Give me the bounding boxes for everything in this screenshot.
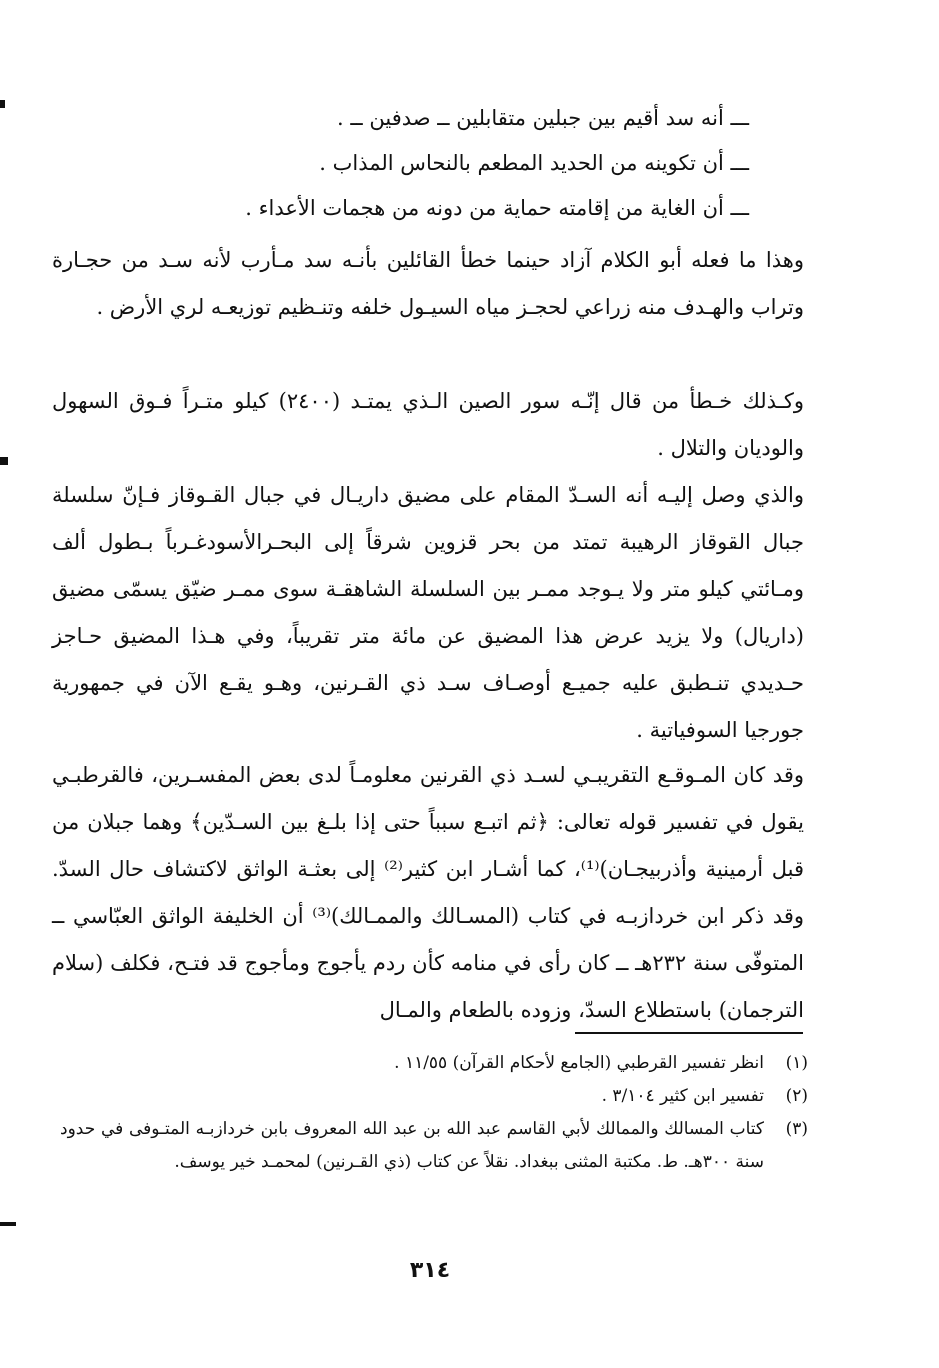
footnote-divider bbox=[575, 1032, 803, 1034]
footnote-1 bbox=[60, 1047, 808, 1080]
paragraph-2: وكـذلك خـطأ من قال إنّـه سور الصين الـذي يمتـد (٢٤٠٠) كيلو متـراً فـوق السهول والوديان والتلال . bbox=[52, 389, 804, 460]
footnote-text: انظر تفسير القرطبي (الجامع لأحكام القرآن) ١١/٥٥ . bbox=[394, 1053, 764, 1073]
footnote-3 bbox=[60, 1113, 808, 1179]
page-number: ٣١٤ bbox=[409, 1258, 451, 1283]
footnote-number: (٢) bbox=[785, 1086, 808, 1106]
paragraph-1: وهذا ما فعله أبو الكلام آزاد حينما خطأ القائلين بأنـه سد مـأرب لأنه سـد من حجـارة وتراب والهـدف منه زراعي لحجـز مياه السيـول خلفه وتنـظيم توزيعـه لري الأرض . bbox=[52, 248, 804, 319]
bullet-item-1: ـــ أنه سد أقيم بين جبلين متقابلين ــ صدفين ــ . bbox=[337, 106, 749, 130]
bullet-item-2: ـــ أن تكوينه من الحديد المطعم بالنحاس المذاب . bbox=[319, 151, 749, 175]
footnote-number: (١) bbox=[785, 1053, 808, 1073]
paragraph-4: وقد كان المـوقـع التقريبـي لسـد ذي القرنين معلومـاً لدى بعض المفسـرين، فالقرطبـي يقول في تفسير قوله تعالى: ﴿ثم اتبـع سبباً حتى إذا بلـغ بين السـدّين﴾ وهما جبلان من قبل أرمينية وأذربيجـان)⁽¹⁾، كما أشـار ابن كثير⁽²⁾ إلى بعثـة الواثق لاكتشاف حال السدّ. وقد ذكر ابن خردازبـه في كتاب (المسـالك والممـالك)⁽³⁾ أن الخليفة الواثق العبّاسي ــ المتوفّى سنة ٢٣٢هـ ــ كان رأى في منامه كأن ردم يأجوج ومأجوج قد فتـح، فكلف (سلام الترجمان) باستطلاع السدّ، وزوده بالطعام والمـال bbox=[52, 763, 805, 1022]
bullet-list bbox=[129, 96, 749, 231]
scan-artifact-mark bbox=[0, 457, 8, 465]
footnotes bbox=[60, 1047, 808, 1179]
scan-artifact-mark bbox=[0, 1222, 16, 1226]
footnote-text: كتاب المسالك والممالك لأبي القاسم عبد الله بن عبد الله المعروف بابن خردازبـه المتـوفى في حدود سنة ٣٠٠هـ. ط. مكتبة المثنى ببغداد. نقلاً عن كتاب (ذي القـرنين) لمحمـد خير يوسف. bbox=[60, 1119, 764, 1172]
scan-artifact-mark bbox=[0, 100, 5, 108]
bullet-item-3: ـــ أن الغاية من إقامته حماية من دونه من هجمات الأعداء . bbox=[245, 196, 749, 220]
paragraph-3: والذي وصل إليـه أنه السـدّ المقام على مضيق داريـال في جبال القـوقاز فـإنّ سلسلة جبال القوقاز الرهيبة تمتد من بحر قزوين شرقاً إلى البحـرالأسودغـرباً بـطول ألف ومـائتي كيلو متر ولا يـوجد ممـر بين السلسلة الشاهقـة سوى ممـر ضيّق يسمّى مضيق (داريال) ولا يزيد عرض هذا المضيق عن مائة متر تقريباً، وفي هـذا المضيق حـاجز حـديدي تنـطبق عليه جميـع أوصـاف سـد ذي القـرنين، وهـو يقـع الآن في جمهورية جورجيا السوفياتية . bbox=[52, 483, 804, 742]
footnote-2 bbox=[60, 1080, 808, 1113]
footnote-text: تفسير ابن كثير ٣/١٠٤ . bbox=[601, 1086, 764, 1106]
footnote-number: (٣) bbox=[785, 1119, 808, 1139]
